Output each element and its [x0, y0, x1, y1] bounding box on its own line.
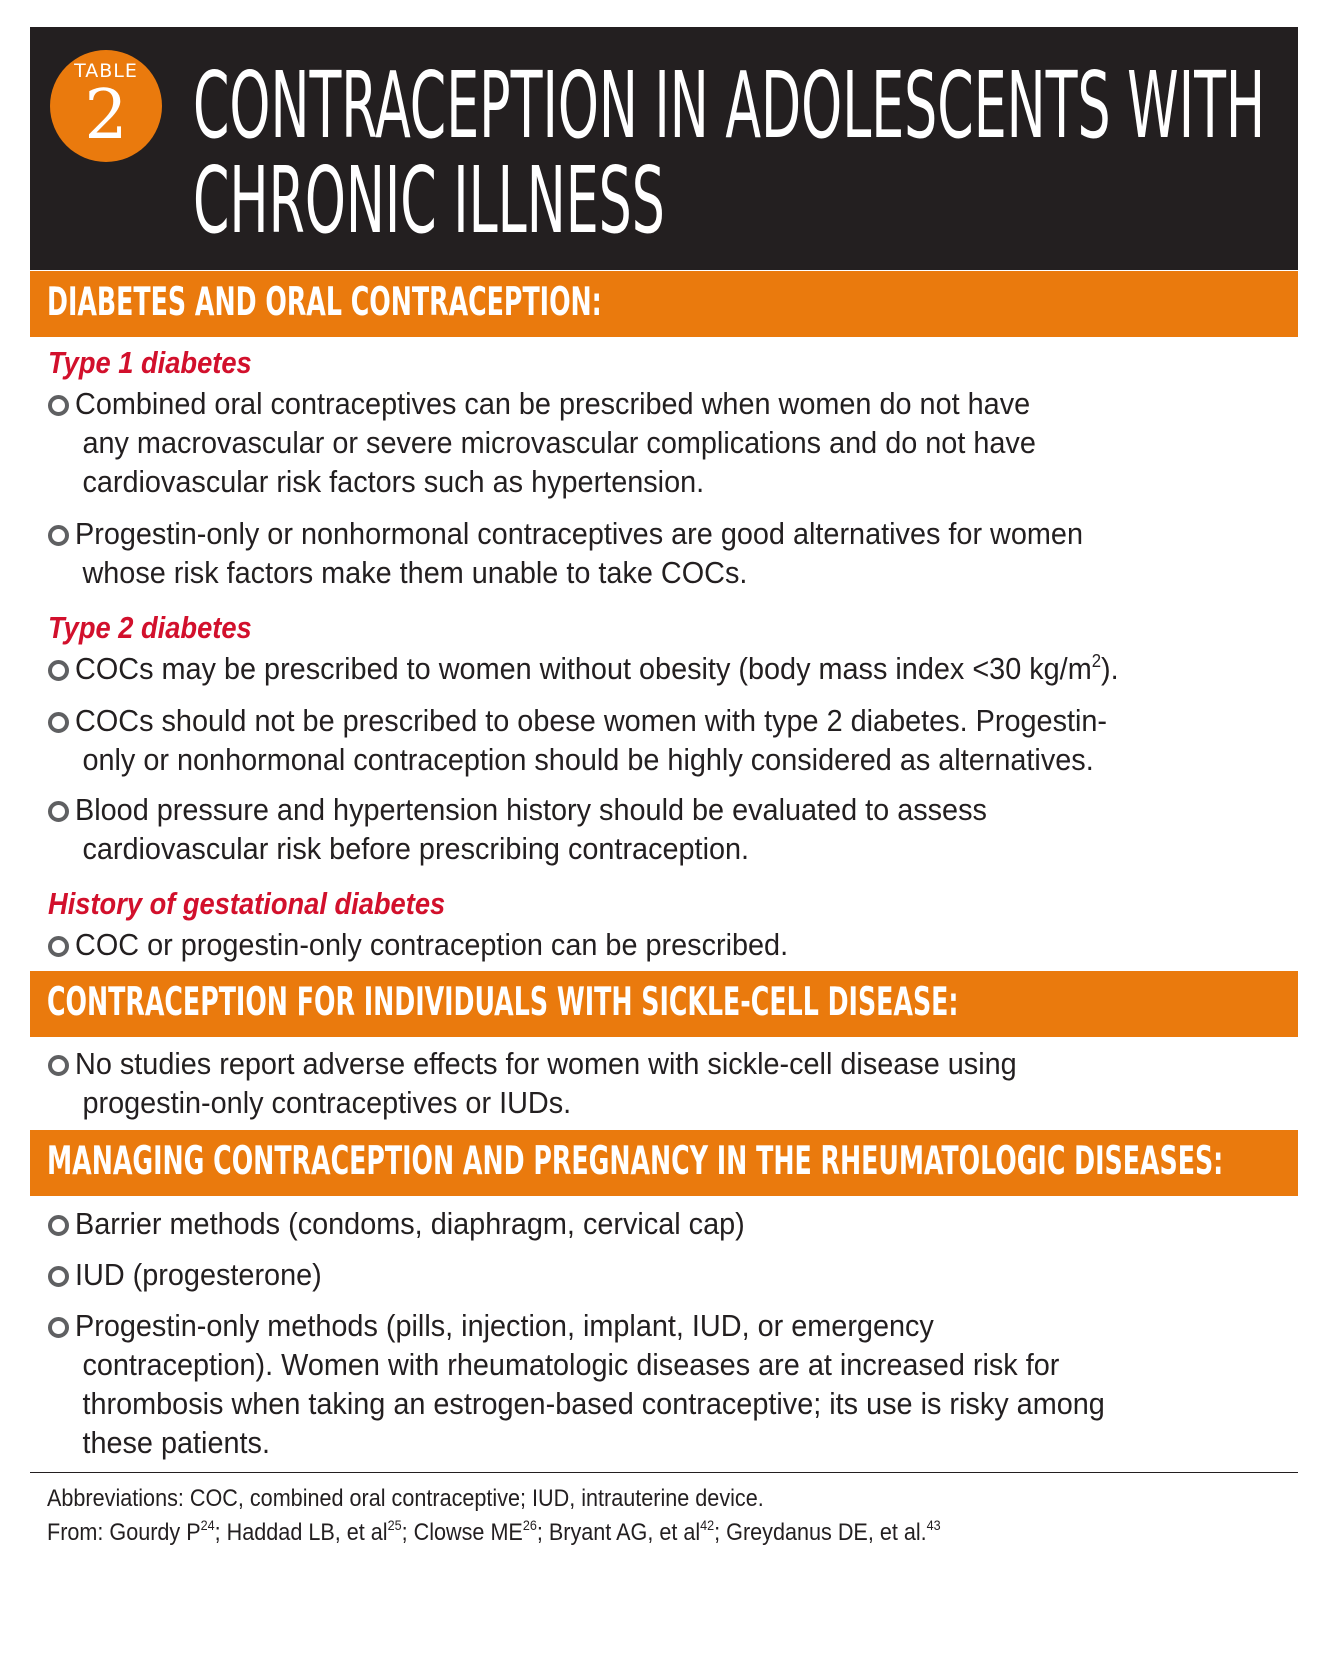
list-item-text [75, 790, 987, 868]
section-band-sickle-cell [30, 971, 1298, 1037]
list-item-text [75, 384, 1036, 501]
list-item-text [75, 701, 1107, 779]
section-heading-diabetes: DIABETES AND ORAL CONTRACEPTION: [47, 280, 602, 325]
bullet-icon [48, 936, 69, 957]
bullet-icon [48, 395, 69, 416]
source-citation-number: 24 [200, 1517, 215, 1533]
source-citation-number: 43 [926, 1517, 941, 1533]
badge-number: 2 [84, 76, 128, 155]
source-citation-number: 25 [387, 1517, 402, 1533]
bullet-icon [48, 525, 69, 546]
text-line: these patients. [82, 1425, 270, 1460]
text-line: Progestin-only or nonhormonal contraceptives are good alternatives for women [75, 516, 1084, 551]
text-line: Barrier methods (condoms, diaphragm, cervical cap) [75, 1206, 745, 1241]
source-citation-number: 26 [522, 1517, 537, 1533]
sources-note [47, 1518, 941, 1548]
text-line: Combined oral contraceptives can be prescribed when women do not have [75, 386, 1031, 421]
text-line: contraception). Women with rheumatologic diseases are at increased risk for [82, 1347, 1060, 1382]
list-item-text [75, 1306, 1105, 1462]
bullet-icon [48, 801, 69, 822]
source-text: ; Clowse ME [401, 1519, 523, 1546]
badge-label: TABLE [74, 60, 138, 82]
title-line-1: CONTRACEPTION IN ADOLESCENTS WITH [193, 52, 1266, 159]
list-item-text [75, 649, 1119, 688]
bullet-icon [48, 1266, 69, 1287]
source-citation-number: 42 [700, 1517, 715, 1533]
text-line: any macrovascular or severe microvascular complications and do not have [82, 425, 1036, 460]
subheading-gestational: History of gestational diabetes [48, 886, 446, 921]
list-item-text [75, 514, 1083, 592]
subheading-type1: Type 1 diabetes [48, 345, 252, 380]
bullet-icon [48, 1055, 69, 1076]
section-heading-rheumatologic: MANAGING CONTRACEPTION AND PREGNANCY IN THE RHEUMATOLOGIC DISEASES: [47, 1139, 1224, 1184]
section-heading-sickle-cell: CONTRACEPTION FOR INDIVIDUALS WITH SICKLE-CELL DISEASE: [47, 980, 959, 1025]
source-text: ; Haddad LB, et al [214, 1519, 388, 1546]
subheading-type2: Type 2 diabetes [48, 610, 252, 645]
list-item-text [75, 1255, 322, 1294]
text-fragment: COCs may be prescribed to women without obesity (body mass index <30 kg/m [75, 651, 1092, 686]
source-ref [402, 1519, 537, 1546]
bullet-icon [48, 660, 69, 681]
text-line: Progestin-only methods (pills, injection, implant, IUD, or emergency [75, 1308, 934, 1343]
bullet-icon [48, 712, 69, 733]
source-ref [537, 1519, 714, 1546]
text-line: cardiovascular risk factors such as hypertension. [82, 464, 705, 499]
abbreviations-note: Abbreviations: COC, combined oral contraceptive; IUD, intrauterine device. [47, 1485, 764, 1512]
text-line: IUD (progesterone) [75, 1257, 322, 1292]
text-fragment: ). [1101, 651, 1119, 686]
source-ref [215, 1519, 402, 1546]
section-band-rheumatologic [30, 1130, 1298, 1196]
superscript: 2 [1091, 651, 1102, 671]
text-line: COCs should not be prescribed to obese women with type 2 diabetes. Progestin- [75, 703, 1108, 738]
footer-divider [30, 1472, 1298, 1473]
table-number-badge [50, 50, 162, 162]
text-line: Blood pressure and hypertension history should be evaluated to assess [75, 792, 987, 827]
page-title [193, 52, 1266, 254]
text-line: thrombosis when taking an estrogen-based contraceptive; its use is risky among [82, 1386, 1105, 1421]
text-line: only or nonhormonal contraception should be highly considered as alternatives. [82, 742, 1094, 777]
title-line-2: CHRONIC ILLNESS [193, 147, 665, 254]
text-line: No studies report adverse effects for women with sickle-cell disease using [75, 1046, 1017, 1081]
source-ref [47, 1519, 215, 1546]
source-text: From: Gourdy P [47, 1519, 201, 1546]
section-band-diabetes [30, 271, 1298, 337]
text-line: cardiovascular risk before prescribing contraception. [82, 831, 750, 866]
list-item-text [75, 1204, 745, 1243]
source-text: ; Greydanus DE, et al. [714, 1519, 927, 1546]
text-line [75, 649, 1119, 688]
bullet-icon [48, 1317, 69, 1338]
text-line: progestin-only contraceptives or IUDs. [82, 1085, 572, 1120]
list-item-text [75, 925, 788, 964]
source-text: ; Bryant AG, et al [536, 1519, 701, 1546]
source-ref [714, 1519, 941, 1546]
list-item-text [75, 1044, 1017, 1122]
bullet-icon [48, 1215, 69, 1236]
text-line: COC or progestin-only contraception can be prescribed. [75, 927, 789, 962]
text-line: whose risk factors make them unable to take COCs. [82, 555, 748, 590]
